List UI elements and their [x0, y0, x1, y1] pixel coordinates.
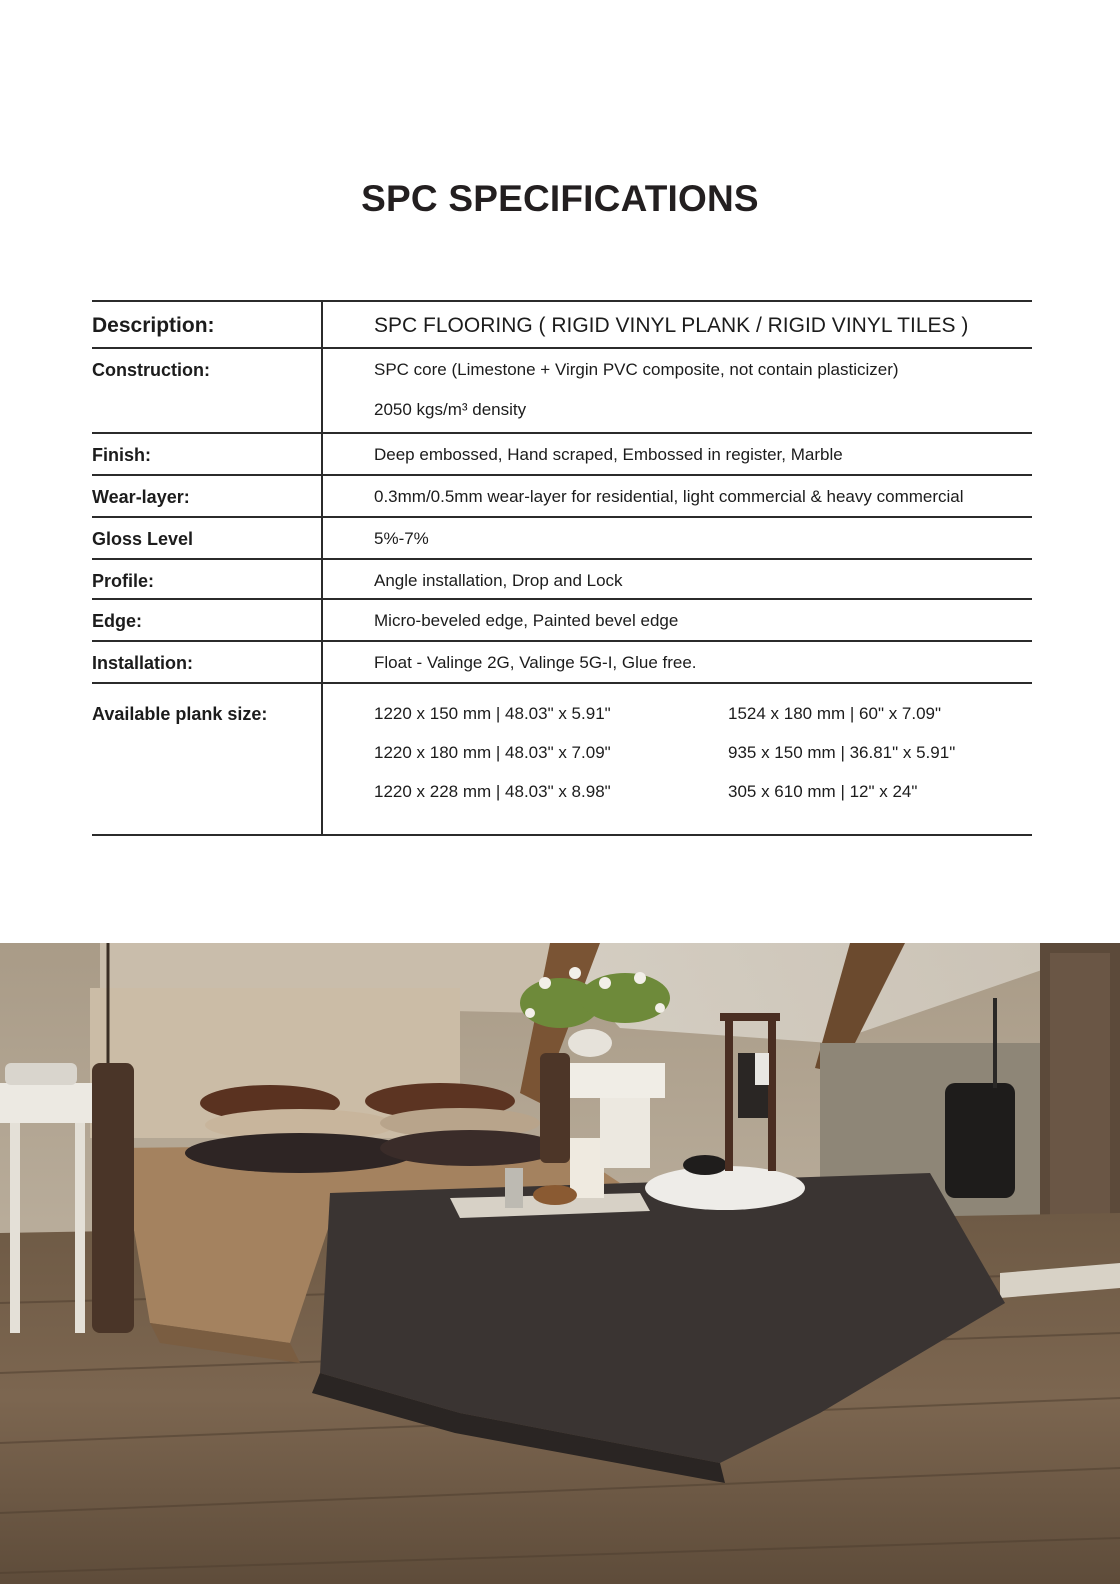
spec-label: Finish:	[92, 434, 323, 474]
spec-row-description	[92, 302, 1032, 349]
spec-row-wear-layer	[92, 476, 1032, 518]
plank-size-item: 1220 x 180 mm | 48.03" x 7.09"	[374, 743, 611, 762]
spec-row-profile	[92, 560, 1032, 600]
towel	[645, 1166, 805, 1210]
plank-size-item: 1524 x 180 mm | 60" x 7.09"	[728, 704, 942, 723]
spec-label: Description:	[92, 302, 323, 347]
construction-line-1: SPC core (Limestone + Virgin PVC composite, not contain plasticizer)	[374, 360, 899, 379]
bed-post	[92, 1063, 134, 1333]
page-title: SPC SPECIFICATIONS	[361, 178, 759, 219]
valet-stand	[720, 1013, 780, 1021]
luggage	[945, 1083, 1015, 1198]
spec-label: Gloss Level	[92, 518, 323, 558]
spec-row-installation	[92, 642, 1032, 684]
spec-row-finish	[92, 434, 1032, 476]
spec-value: 5%-7%	[374, 529, 429, 548]
spec-value: Micro-beveled edge, Painted bevel edge	[374, 611, 679, 630]
spec-table	[92, 300, 1032, 836]
spec-label: Wear-layer:	[92, 476, 323, 516]
spec-label: Edge:	[92, 600, 323, 640]
spec-value	[323, 684, 1032, 834]
spec-row-plank-sizes	[92, 684, 1032, 836]
spec-label: Construction:	[92, 349, 323, 432]
spec-row-gloss-level	[92, 518, 1032, 560]
plank-size-item: 1220 x 150 mm | 48.03" x 5.91"	[374, 704, 611, 723]
spec-value: Angle installation, Drop and Lock	[374, 571, 623, 590]
spec-row-edge	[92, 600, 1032, 642]
plank-size-item: 1220 x 228 mm | 48.03" x 8.98"	[374, 782, 611, 801]
spec-value	[323, 349, 1032, 432]
spec-label: Profile:	[92, 560, 323, 598]
spec-value: Float - Valinge 2G, Valinge 5G-I, Glue free.	[374, 653, 697, 672]
spec-row-construction	[92, 349, 1032, 434]
spec-value: 0.3mm/0.5mm wear-layer for residential, light commercial & heavy commercial	[374, 487, 964, 506]
flower-vase	[568, 1029, 612, 1057]
spec-label: Available plank size:	[92, 684, 323, 834]
telephone	[5, 1063, 77, 1085]
spec-label: Installation:	[92, 642, 323, 682]
plank-size-item: 935 x 150 mm | 36.81" x 5.91"	[728, 743, 956, 762]
nightstand	[0, 1083, 95, 1123]
plank-size-grid	[374, 704, 1032, 802]
construction-line-2: 2050 kgs/m³ density	[374, 400, 527, 419]
plank-size-item: 305 x 610 mm | 12" x 24"	[728, 782, 918, 801]
spec-value: SPC FLOORING ( RIGID VINYL PLANK / RIGID VINYL TILES )	[374, 314, 969, 337]
bedroom-photo	[0, 943, 1120, 1584]
spec-value: Deep embossed, Hand scraped, Embossed in register, Marble	[374, 445, 843, 464]
